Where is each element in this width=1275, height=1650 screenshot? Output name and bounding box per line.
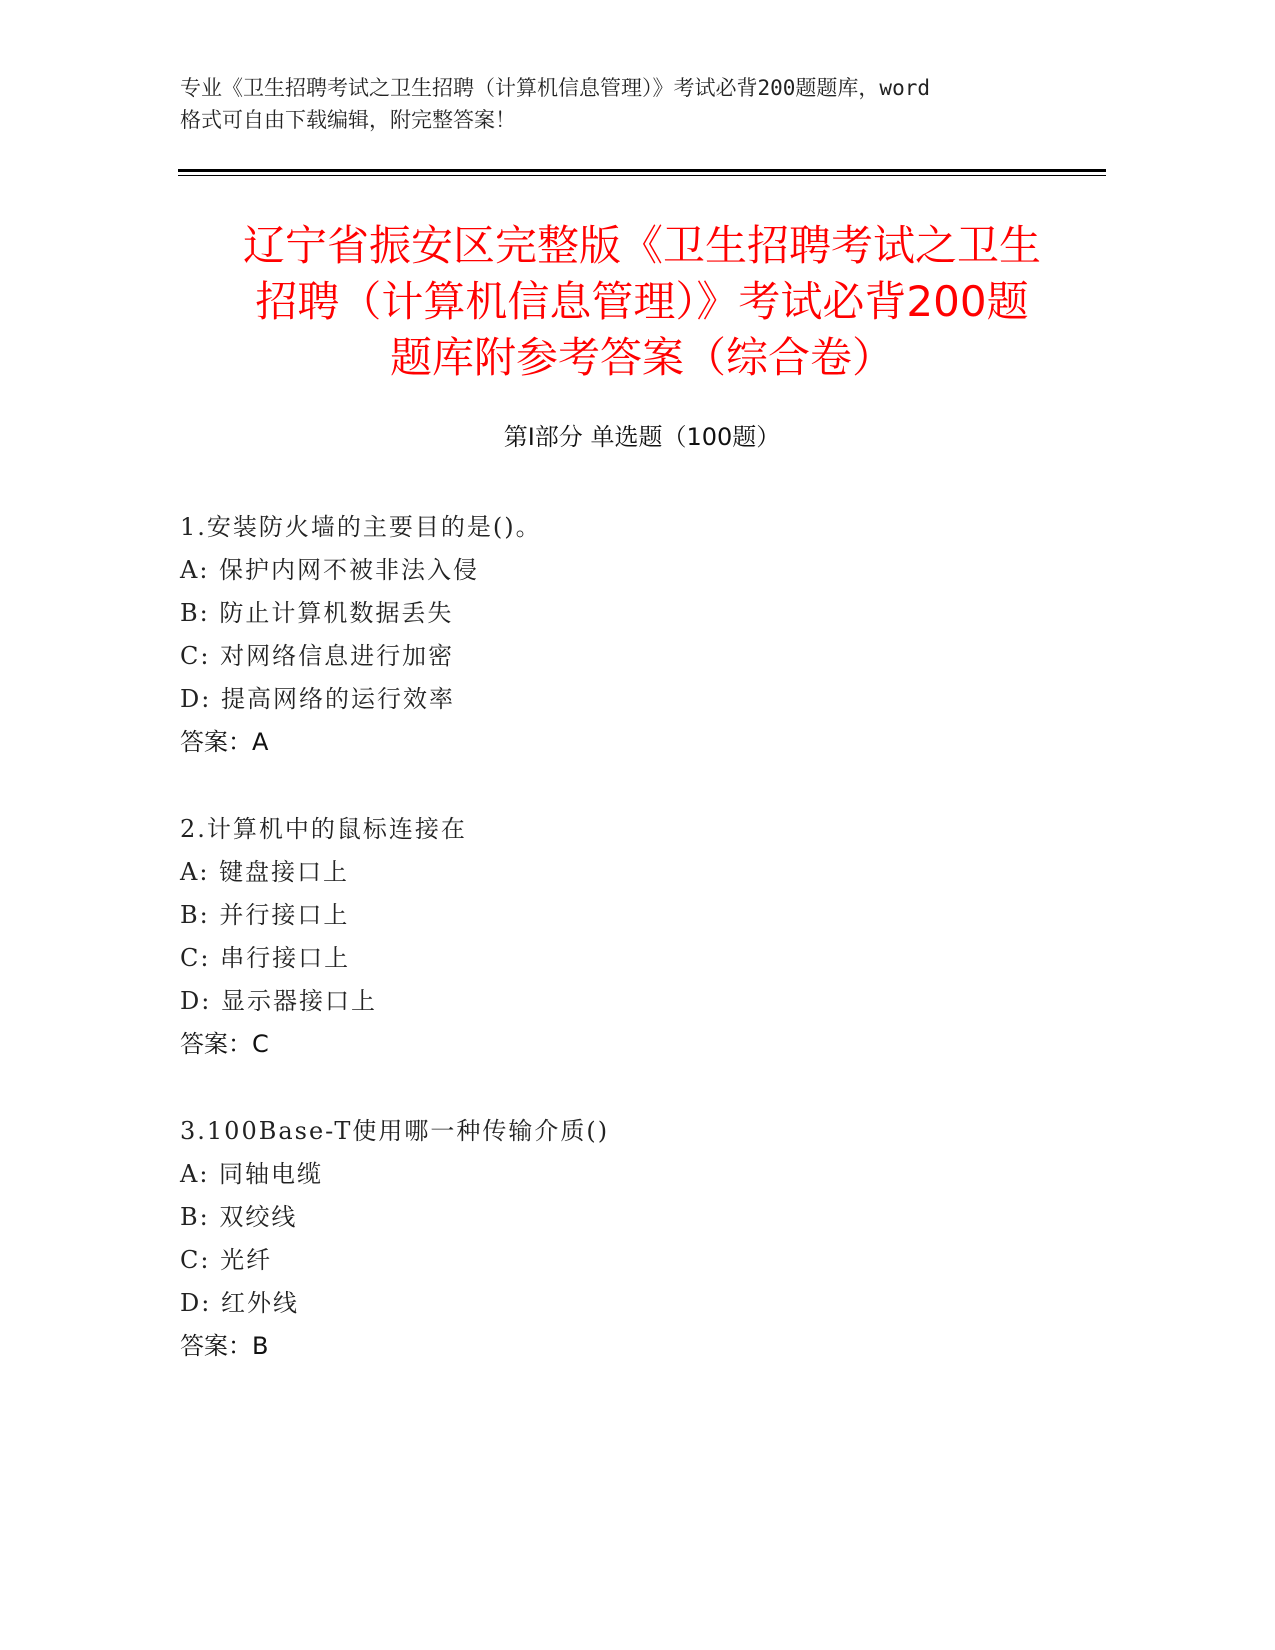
option-a: A: 键盘接口上 bbox=[180, 858, 350, 886]
question-stem: 2.计算机中的鼠标连接在 bbox=[180, 815, 467, 843]
document-title-line-2: 招聘（计算机信息管理）》考试必背200题 bbox=[255, 277, 1029, 326]
option-b: B: 防止计算机数据丢失 bbox=[180, 599, 454, 627]
option-c: C: 光纤 bbox=[180, 1246, 273, 1274]
option-c: C: 串行接口上 bbox=[180, 944, 351, 972]
header-divider-thick bbox=[178, 169, 1106, 172]
header-divider-thin bbox=[178, 175, 1106, 176]
document-title-line-1: 辽宁省振安区完整版《卫生招聘考试之卫生 bbox=[242, 221, 1041, 270]
answer: 答案：A bbox=[180, 728, 269, 756]
option-d: D: 显示器接口上 bbox=[180, 987, 377, 1015]
answer: 答案：B bbox=[180, 1332, 269, 1360]
document-title bbox=[178, 218, 1106, 386]
section-heading: 第Ⅰ部分 单选题（100题） bbox=[503, 423, 781, 451]
header-note-line-2: 格式可自由下载编辑，附完整答案！ bbox=[180, 108, 516, 132]
question-stem: 1.安装防火墙的主要目的是()。 bbox=[180, 513, 542, 541]
option-a: A: 同轴电缆 bbox=[180, 1160, 324, 1188]
header-note-line-1: 专业《卫生招聘考试之卫生招聘（计算机信息管理）》考试必背200题题库，word bbox=[180, 76, 930, 100]
option-b: B: 并行接口上 bbox=[180, 901, 350, 929]
question-list bbox=[180, 506, 1080, 1412]
answer: 答案：C bbox=[180, 1030, 269, 1058]
question-2 bbox=[180, 808, 1080, 1066]
document-title-line-3: 题库附参考答案（综合卷） bbox=[389, 333, 894, 382]
question-1 bbox=[180, 506, 1080, 764]
question-stem: 3.100Base-T使用哪一种传输介质() bbox=[180, 1117, 610, 1145]
option-b: B: 双绞线 bbox=[180, 1203, 298, 1231]
header-note bbox=[180, 72, 1060, 136]
question-3 bbox=[180, 1110, 1080, 1368]
option-d: D: 提高网络的运行效率 bbox=[180, 685, 455, 713]
option-d: D: 红外线 bbox=[180, 1289, 299, 1317]
option-c: C: 对网络信息进行加密 bbox=[180, 642, 455, 670]
option-a: A: 保护内网不被非法入侵 bbox=[180, 556, 480, 584]
